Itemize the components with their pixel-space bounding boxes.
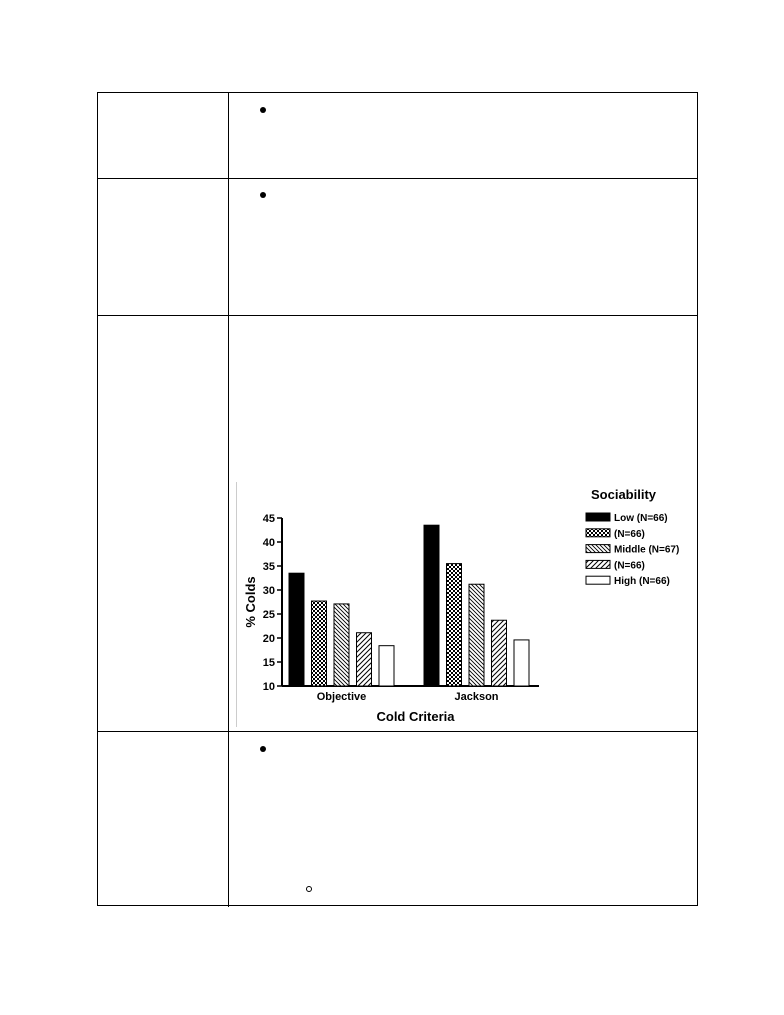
y-tick-label: 25 (262, 609, 275, 621)
y-tick-label: 35 (262, 561, 275, 573)
bar (312, 601, 327, 686)
x-axis-label: Cold Criteria (376, 709, 455, 724)
y-tick-label: 45 (262, 513, 275, 525)
y-tick-label: 20 (262, 633, 275, 645)
row-label-cell (98, 93, 229, 178)
legend-swatch (586, 529, 610, 537)
bullet-icon (260, 746, 266, 752)
row-content-cell (229, 93, 697, 178)
y-tick-label: 10 (262, 681, 275, 693)
bar (492, 620, 507, 686)
row-label-cell (98, 179, 229, 315)
bar (447, 564, 462, 686)
legend-label: Middle (N=67) (614, 544, 680, 556)
table-row (98, 316, 697, 732)
legend-title: Sociability (591, 487, 657, 502)
legend-label: High (N=66) (614, 576, 670, 588)
row-content-cell (229, 732, 697, 907)
row-content-cell (229, 179, 697, 315)
bar (357, 633, 372, 686)
bar (334, 604, 349, 686)
bar (424, 525, 439, 686)
legend-label: (N=66) (614, 528, 645, 540)
row-content-cell (229, 316, 697, 731)
row-label-cell (98, 732, 229, 907)
y-tick-label: 30 (262, 585, 275, 597)
legend-label: Low (N=66) (614, 513, 668, 524)
table-row (98, 179, 697, 316)
table-row (98, 93, 697, 179)
bar (379, 646, 394, 686)
row-label-cell (98, 316, 229, 731)
bar (469, 584, 484, 686)
bar (514, 640, 529, 686)
legend-swatch (586, 576, 610, 584)
legend-swatch (586, 560, 610, 568)
y-tick-label: 15 (262, 657, 275, 669)
sub-bullet-icon (306, 886, 312, 892)
x-tick-label: Jackson (454, 691, 499, 703)
y-tick-label: 40 (262, 537, 275, 549)
bar-chart (237, 482, 692, 727)
bullet-icon (260, 107, 266, 113)
legend-swatch (586, 545, 610, 553)
bullet-icon (260, 192, 266, 198)
legend-label: (N=66) (614, 560, 645, 572)
y-axis-label: % Colds (243, 576, 258, 628)
chart-figure (236, 482, 692, 727)
table-row (98, 732, 697, 907)
document-table (97, 92, 698, 906)
legend-swatch (586, 513, 610, 521)
bar (289, 573, 304, 686)
x-tick-label: Objective (316, 691, 367, 703)
